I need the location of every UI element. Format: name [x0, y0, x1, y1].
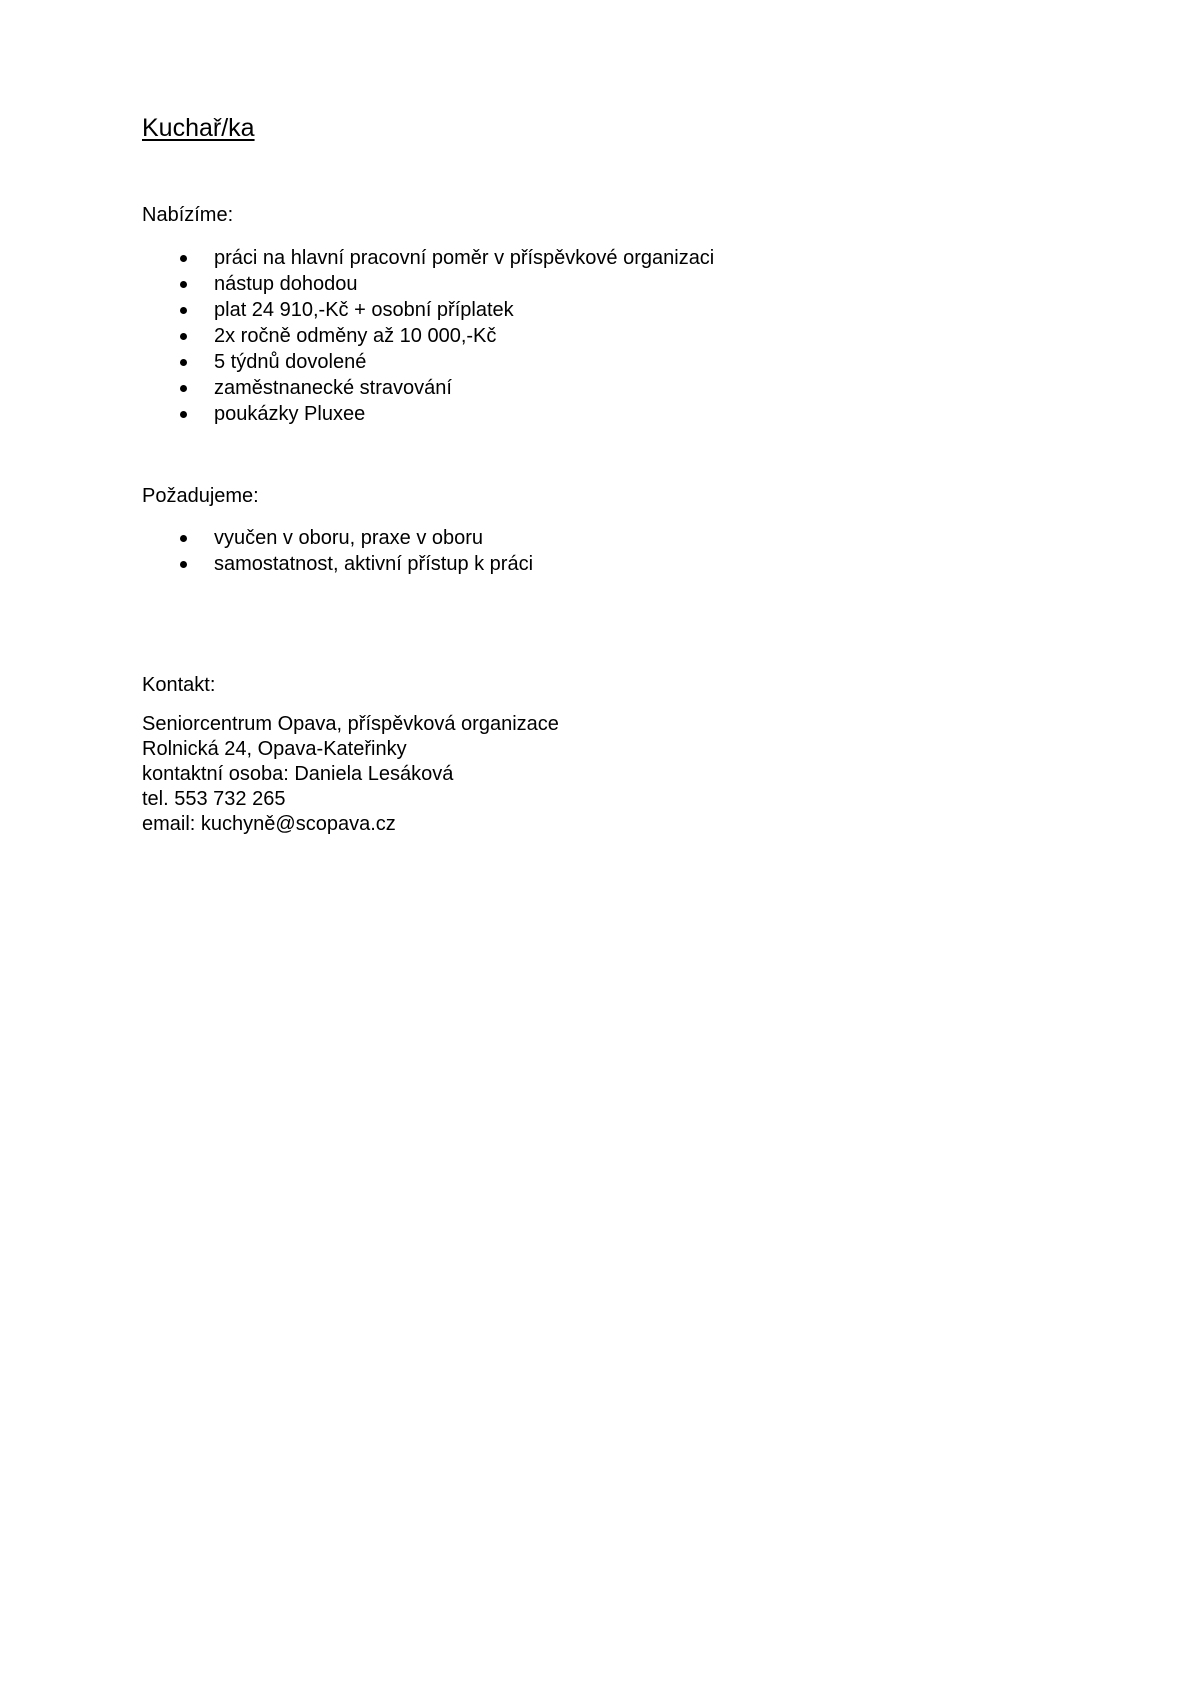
contact-address: Rolnická 24, Opava-Kateřinky [142, 738, 407, 760]
list-item-text: plat 24 910,-Kč + osobní příplatek [214, 299, 514, 321]
list-item-text: vyučen v oboru, praxe v oboru [214, 527, 484, 549]
bullet-icon [180, 561, 187, 568]
bullet-icon [180, 307, 187, 314]
list-item [0, 323, 714, 349]
list-item-text: 5 týdnů dovolené [214, 351, 367, 373]
contact-phone: tel. 553 732 265 [142, 788, 286, 810]
bullet-icon [180, 281, 187, 288]
list-item [0, 375, 714, 401]
bullet-icon [180, 411, 187, 418]
contact-person: kontaktní osoba: Daniela Lesáková [142, 763, 454, 785]
contact-heading: Kontakt: [142, 674, 216, 696]
contact-details [142, 712, 559, 837]
bullet-icon [180, 333, 187, 340]
job-title: Kuchař/ka [142, 114, 255, 142]
contact-organization: Seniorcentrum Opava, příspěvková organizace [142, 713, 559, 735]
contact-email: email: kuchyně@scopava.cz [142, 813, 396, 835]
list-item [0, 245, 714, 271]
requirements-heading: Požadujeme: [142, 485, 259, 507]
list-item-text: 2x ročně odměny až 10 000,-Kč [214, 325, 497, 347]
bullet-icon [180, 359, 187, 366]
bullet-icon [180, 255, 187, 262]
list-item [0, 297, 714, 323]
list-item [0, 551, 533, 577]
bullet-icon [180, 535, 187, 542]
list-item [0, 401, 714, 427]
list-item [0, 525, 533, 551]
bullet-icon [180, 385, 187, 392]
requirements-list [0, 525, 533, 577]
list-item-text: nástup dohodou [214, 273, 358, 295]
list-item-text: poukázky Pluxee [214, 403, 366, 425]
offer-heading: Nabízíme: [142, 204, 234, 226]
list-item-text: práci na hlavní pracovní poměr v příspěvkové organizaci [214, 247, 715, 269]
offer-list [0, 245, 714, 427]
list-item-text: zaměstnanecké stravování [214, 377, 452, 399]
list-item [0, 271, 714, 297]
list-item [0, 349, 714, 375]
list-item-text: samostatnost, aktivní přístup k práci [214, 553, 534, 575]
